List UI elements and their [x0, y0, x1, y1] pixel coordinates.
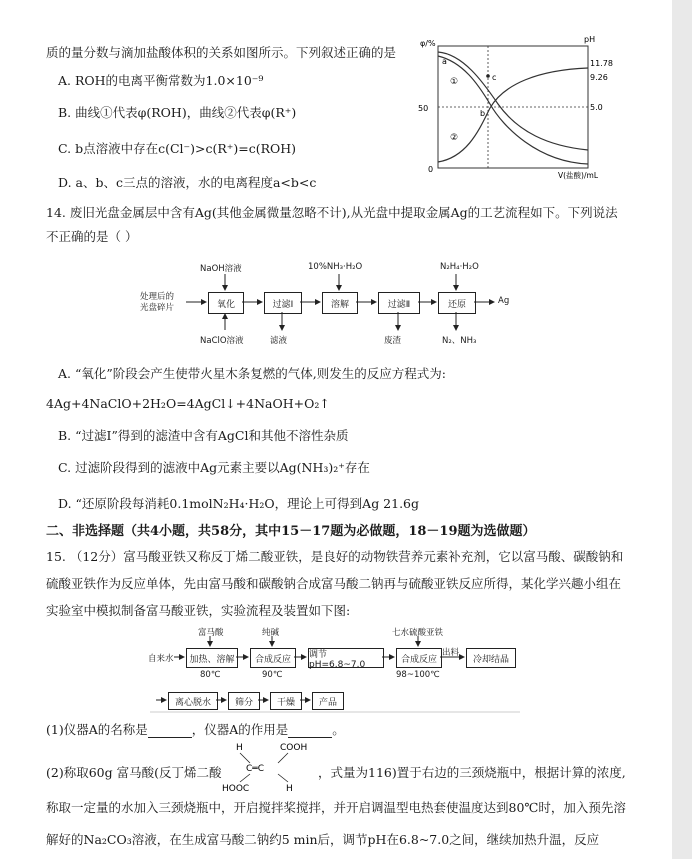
flow2-reagent-fumaric: 富马酸 [198, 628, 224, 638]
flow1-step-filter2: 过滤Ⅱ [378, 292, 420, 314]
q14-stem-2: 不正确的是（ ） [46, 229, 138, 244]
structure-h-left: H [236, 743, 243, 753]
flow1-reagent-nh3: 10%NH₃·H₂O [308, 262, 363, 272]
flow2-discharge: 出料 [442, 648, 460, 658]
q13-option-b: B. 曲线①代表φ(ROH)，曲线②代表φ(R⁺) [58, 105, 297, 120]
q13-option-a: A. ROH的电离平衡常数为1.0×10⁻⁹ [58, 73, 264, 88]
graph-ph-50: 5.0 [590, 103, 603, 112]
flow2-step-synth2: 合成反应 [396, 648, 442, 668]
graph-point-a: a [442, 57, 447, 66]
page-edge [672, 0, 692, 859]
structure-hooc-left: HOOC [222, 784, 250, 794]
graph-ph-926: 9.26 [590, 73, 608, 82]
q15-q1 [46, 722, 345, 738]
instrument-function-blank[interactable] [288, 726, 332, 738]
graph-point-c: c [492, 73, 497, 82]
graph-ph-label: pH [584, 35, 596, 44]
flow2-temp-98: 98~100℃ [396, 670, 440, 680]
q13-option-d: D. a、b、c三点的溶液，水的电离程度a<b<c [58, 175, 317, 190]
flow1-reagent-naoh: NaOH溶液 [200, 264, 242, 274]
flow1-output: Ag [498, 296, 510, 306]
q15-q2-end: ，式量为116)置于右边的三颈烧瓶中，根据计算的浓度, [318, 765, 626, 780]
structure-cooh-right: COOH [280, 743, 308, 753]
flow1-out-gas: N₂、NH₃ [442, 336, 477, 346]
fumaric-acid-structure [218, 738, 318, 794]
flow2-arrows [0, 600, 692, 720]
q15-q1-label: (1)仪器A的名称是 [46, 722, 148, 737]
q14-option-a: A. “氧化”阶段会产生使带火星木条复燃的气体,则发生的反应方程式为: [58, 366, 446, 381]
flow1-out-residue: 废渣 [384, 336, 402, 346]
flow1-arrows [0, 0, 692, 360]
graph-origin: 0 [428, 165, 434, 174]
graph-point-b: b [480, 109, 486, 118]
q15-line-3: 实验室中模拟制备富马酸亚铁，实验流程及装置如下图: [46, 603, 351, 618]
flow2-step-heat: 加热、溶解 [186, 648, 238, 668]
q15-q2-start: (2)称取60g 富马酸(反丁烯二酸 [46, 765, 222, 780]
q14-option-b: B. “过滤Ⅰ”得到的滤渣中含有AgCl和其他不溶性杂质 [58, 428, 349, 443]
flow2-step-product: 产品 [312, 692, 344, 710]
q15-line-6: 称取一定量的水加入三颈烧瓶中，开启搅拌桨搅拌，并开启调温型电热套使温度达到80℃时，加入预先溶 [46, 800, 626, 815]
q15-line-7: 解好的Na₂CO₃溶液，在生成富马酸二钠约5 min后，调节pH在6.8~7.0之间，继续加热升温，反应 [46, 832, 600, 847]
q13-option-c: C. b点溶液中存在c(Cl⁻)>c(R⁺)=c(ROH) [58, 141, 297, 156]
q15-q1-mid: ，仪器A的作用是 [191, 722, 289, 737]
flow2-step-ph: 调节pH=6.8~7.0 [308, 648, 384, 668]
flow1-step-dissolve: 溶解 [322, 292, 358, 314]
flow2-temp-80: 80℃ [200, 670, 221, 680]
instrument-name-blank[interactable] [148, 726, 192, 738]
flow2-step-centrifuge: 离心脱水 [168, 692, 218, 710]
q15-line-2: 硫酸亚铁作为反应单体，先由富马酸和碳酸钠合成富马酸二钠再与硫酸亚铁反应所得，某化学兴趣小组在 [46, 576, 622, 591]
structure-c-eq-c: C═C [246, 764, 264, 774]
flow2-step-cool: 冷却结晶 [466, 648, 516, 668]
q13-intro: 质的量分数与滴加盐酸体积的关系如图所示。下列叙述正确的是 [46, 45, 397, 60]
flow1-reagent-naclo: NaClO溶液 [200, 336, 244, 346]
graph-y-label: φ/% [420, 39, 436, 48]
graph-ph-1178: 11.78 [590, 59, 613, 68]
graph-curve-2-label: ② [450, 133, 459, 143]
flow2-reagent-feso4: 七水硫酸亚铁 [392, 628, 444, 638]
q14-option-d: D. “还原阶段每消耗0.1molN₂H₄·H₂O，理论上可得到Ag 21.6g [58, 496, 419, 511]
graph-curve-1-label: ① [450, 77, 459, 87]
graph-tick-50: 50 [418, 104, 429, 113]
flow2-step-synth: 合成反应 [250, 648, 296, 668]
q14-option-c: C. 过滤阶段得到的滤液中Ag元素主要以Ag(NH₃)₂⁺存在 [58, 460, 370, 475]
flow1-input: 处理后的 光盘碎片 [140, 292, 175, 313]
q14-stem-1: 14. 废旧光盘金属层中含有Ag(其他金属微量忽略不计),从光盘中提取金属Ag的工艺流程如下。下列说法 [46, 205, 618, 220]
structure-h-right: H [286, 784, 293, 794]
flow1-out-filtrate: 滤液 [270, 336, 288, 346]
graph-x-label: V(盐酸)/mL [558, 171, 598, 180]
flow2-reagent-soda: 纯碱 [262, 628, 280, 638]
flow2-input: 自来水 [148, 654, 174, 664]
flow1-step-filter1: 过滤Ⅰ [264, 292, 302, 314]
q15-q1-end: 。 [332, 722, 345, 737]
flow2-step-dry: 干燥 [270, 692, 302, 710]
flow1-step-reduce: 还原 [438, 292, 476, 314]
q14-equation: 4Ag+4NaClO+2H₂O=4AgCl↓+4NaOH+O₂↑ [46, 396, 330, 411]
flow2-temp-90: 90℃ [262, 670, 283, 680]
flow1-step-oxidize: 氧化 [208, 292, 244, 314]
flow1-reagent-n2h4: N₂H₄·H₂O [440, 262, 479, 272]
section2-heading: 二、非选择题（共4小题，共58分，其中15－17题为必做题，18－19题为选做题） [46, 524, 536, 539]
q15-line-1: 15. （12分）富马酸亚铁又称反丁烯二酸亚铁，是良好的动物铁营养元素补充剂，它以富马酸、碳酸钠和 [46, 549, 624, 564]
flow2-step-sieve: 筛分 [228, 692, 260, 710]
